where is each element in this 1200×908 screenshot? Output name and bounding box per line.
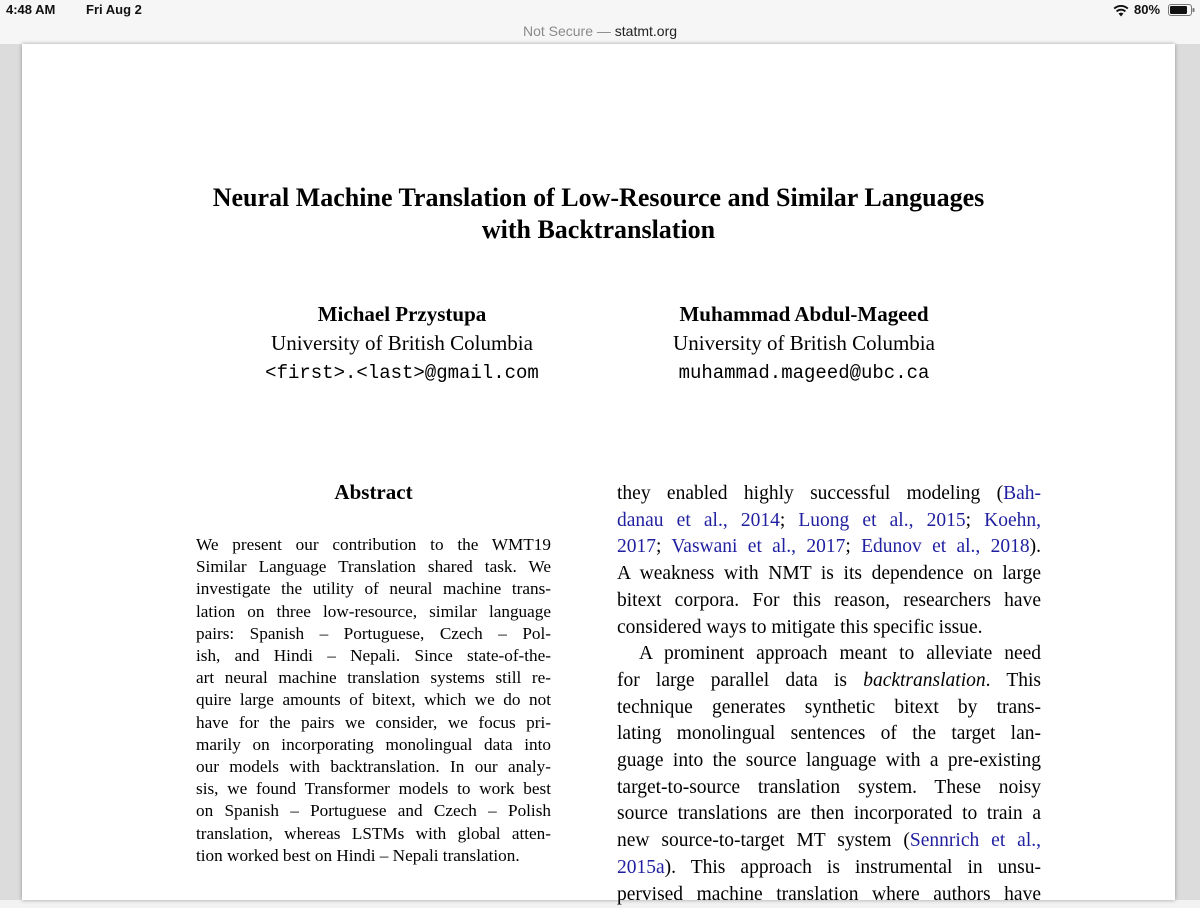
battery-icon (1168, 4, 1196, 16)
wifi-icon (1112, 3, 1130, 17)
body-line: danau et al., 2014; Luong et al., 2015; Koehn, (617, 509, 1041, 531)
abstract-line: sis, we found Transformer models to work best (196, 779, 551, 799)
abstract-line: our models with backtranslation. In our analy- (196, 757, 551, 777)
citation-link[interactable]: 2017 (617, 536, 656, 558)
citation-link[interactable]: Luong et al., 2015 (798, 509, 966, 531)
body-line: pervised machine translation where authors have (617, 883, 1041, 905)
abstract-line: lation on three low-resource, similar language (196, 601, 551, 621)
address-separator: — (596, 23, 611, 39)
citation-link[interactable]: Sennrich et al., (909, 830, 1041, 852)
abstract-line: Similar Language Translation shared task. We (196, 557, 551, 577)
status-date: Fri Aug 2 (86, 2, 142, 17)
author-name: Michael Przystupa (317, 302, 487, 326)
author-name: Muhammad Abdul-Mageed (679, 302, 929, 326)
body-line: A prominent approach meant to alleviate need (639, 643, 1041, 665)
paper-title (22, 182, 1175, 246)
abstract-line: tion worked best on Hindi – Nepali translation. (196, 845, 520, 865)
abstract-line: pairs: Spanish – Portuguese, Czech – Pol- (196, 623, 551, 643)
body-line: A weakness with NMT is its dependence on large (617, 563, 1041, 585)
site-domain: statmt.org (614, 23, 678, 39)
abstract-line: on Spanish – Portuguese and Czech – Polish (196, 801, 551, 821)
body-line: target-to-source translation system. These noisy (617, 776, 1041, 798)
body-line: source translations are then incorporated to train a (617, 803, 1041, 825)
body-line: considered ways to mitigate this specific issue. (617, 616, 983, 638)
author-affiliation: University of British Columbia (673, 331, 935, 355)
body-line: 2015a). This approach is instrumental in unsu- (617, 856, 1041, 878)
body-line: 2017; Vaswani et al., 2017; Edunov et al., 2018). (617, 536, 1041, 558)
address-bar[interactable] (0, 20, 1200, 44)
status-bar (0, 0, 1200, 20)
abstract-line: marily on incorporating monolingual data into (196, 734, 551, 754)
author-block (222, 300, 582, 388)
citation-link[interactable]: danau et al., 2014 (617, 509, 780, 531)
citation-link[interactable]: Koehn, (984, 509, 1041, 531)
body-line: guage into the source language with a pre-existing (617, 750, 1041, 772)
emphasis-term: backtranslation (863, 669, 986, 691)
author-email: muhammad.mageed@ubc.ca (678, 362, 930, 384)
title-line: Neural Machine Translation of Low-Resource and Similar Languages (212, 183, 985, 212)
body-line: technique generates synthetic bitext by trans- (617, 696, 1041, 718)
abstract-line: We present our contribution to the WMT19 (196, 535, 551, 554)
status-time: 4:48 AM (6, 2, 56, 17)
citation-link[interactable]: 2015a (617, 856, 665, 878)
citation-link[interactable]: Edunov et al., 2018 (861, 536, 1030, 558)
abstract-line: art neural machine translation systems still re- (196, 668, 551, 688)
body-line: lating monolingual sentences of the target lan- (617, 723, 1041, 745)
abstract-line: translation, whereas LSTMs with global atten- (196, 823, 551, 843)
author-affiliation: University of British Columbia (271, 331, 533, 355)
abstract-line: ish, and Hindi – Nepali. Since state-of-the- (196, 646, 551, 666)
author-block (614, 300, 994, 388)
abstract-line: have for the pairs we consider, we focus pri- (196, 712, 551, 732)
document-viewer[interactable] (0, 44, 1200, 905)
security-indicator: Not Secure (522, 23, 593, 39)
abstract-body (196, 534, 551, 867)
title-line: with Backtranslation (481, 215, 716, 244)
citation-link[interactable]: Bah- (1003, 483, 1041, 504)
body-text-column (617, 481, 1041, 908)
body-line: they enabled highly successful modeling (Bah- (617, 483, 1041, 504)
body-line: new source-to-target MT system (Sennrich et al., (617, 830, 1041, 852)
citation-link[interactable]: Vaswani et al., 2017 (671, 536, 846, 558)
author-email: <first>.<last>@gmail.com (265, 362, 539, 384)
abstract-line: investigate the utility of neural machine trans- (196, 579, 551, 599)
pdf-page (22, 44, 1175, 905)
abstract-line: quire large amounts of bitext, which we do not (196, 690, 551, 710)
body-line: bitext corpora. For this reason, researchers have (617, 589, 1041, 611)
abstract-heading: Abstract (334, 480, 413, 504)
body-line: for large parallel data is backtranslation. This (617, 669, 1041, 691)
battery-percentage: 80% (1134, 2, 1161, 17)
